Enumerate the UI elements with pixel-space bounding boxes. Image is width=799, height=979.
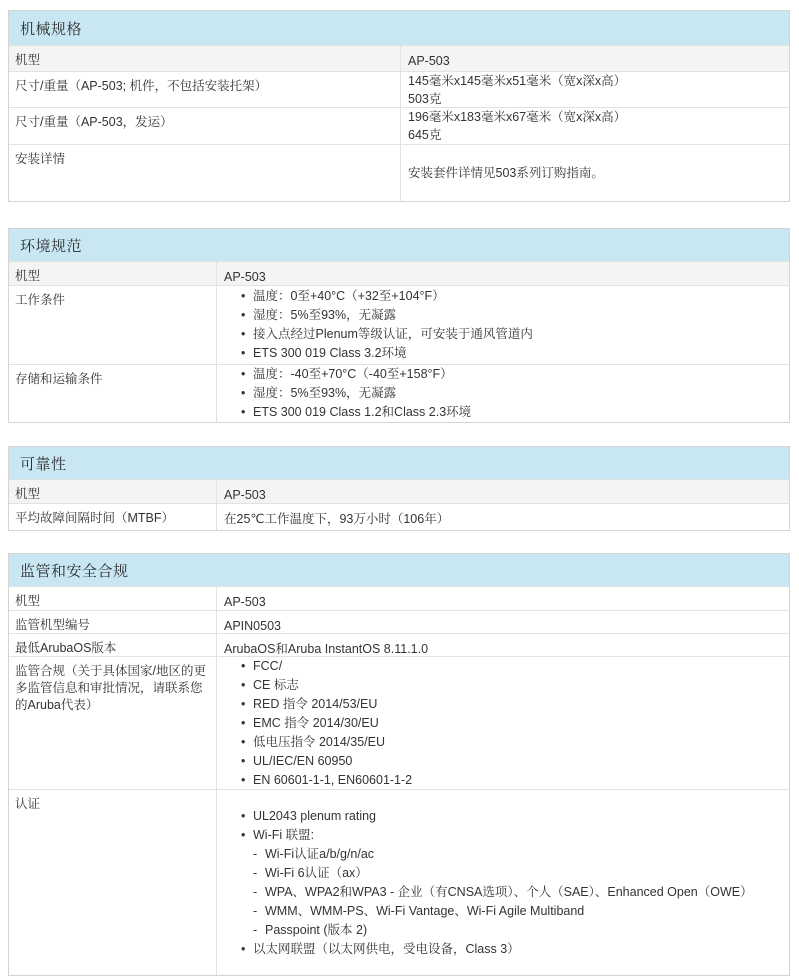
table-row-operating-conditions xyxy=(9,285,789,364)
sub-item: - Passpoint (版本 2) xyxy=(240,921,779,940)
table-row-minimum-os-version xyxy=(9,633,789,656)
table-row-model xyxy=(9,261,789,285)
label-cell: 认证 xyxy=(9,790,217,975)
table-row-storage-conditions xyxy=(9,364,789,422)
table-row-dimensions-shipping xyxy=(9,107,789,144)
bullet-item: • UL/IEC/EN 60950 xyxy=(240,752,779,771)
bullet-item: • 以太网联盟（以太网供电，受电设备，Class 3） xyxy=(240,940,779,959)
bullet-list xyxy=(240,807,779,959)
label-cell: 机型 xyxy=(9,262,217,285)
value-cell xyxy=(401,145,789,201)
sub-item: - WMM、WMM-PS、Wi-Fi Vantage、Wi-Fi Agile Multiband xyxy=(240,902,779,921)
value-line: 196毫米x183毫米x67毫米（宽x深x高） xyxy=(408,110,627,124)
value-cell: AP-503 xyxy=(408,54,450,68)
section-title: 可靠性 xyxy=(20,455,67,473)
bullet-item: • EN 60601-1-1, EN60601-1-2 xyxy=(240,771,779,790)
label-cell: 尺寸/重量（AP-503，发运） xyxy=(9,108,401,144)
value-cell xyxy=(401,72,789,107)
table-row-certifications xyxy=(9,789,789,975)
label-cell: 存储和运输条件 xyxy=(9,365,217,422)
value-line: 145毫米x145毫米x51毫米（宽x深x高） xyxy=(408,73,627,88)
section-title: 环境规范 xyxy=(20,237,83,255)
section-title: 监管和安全合规 xyxy=(20,562,129,580)
table-row-mounting-details xyxy=(9,144,789,201)
bullet-item: • 温度：0至+40°C（+32至+104°F） xyxy=(240,287,779,306)
label-cell: 尺寸/重量（AP-503; 机件，不包括安装托架） xyxy=(9,72,401,107)
table-row-dimensions-unit xyxy=(9,71,789,107)
table-row-model xyxy=(9,586,789,610)
bullet-item: • 湿度：5%至93%，无凝露 xyxy=(240,306,779,325)
section-header-reliability xyxy=(9,447,789,479)
label-cell: 机型 xyxy=(9,480,217,503)
value-cell: AP-503 xyxy=(224,595,266,609)
section-title: 机械规格 xyxy=(20,20,83,38)
bullet-item: • RED 指令 2014/53/EU xyxy=(240,695,779,714)
table-row-mtbf xyxy=(9,503,789,530)
bullet-item: • 低电压指令 2014/35/EU xyxy=(240,733,779,752)
value-cell: AP-503 xyxy=(224,488,266,502)
value-cell xyxy=(401,108,789,144)
bullet-item: • UL2043 plenum rating xyxy=(240,807,779,826)
value-cell: 在25℃工作温度下，93万小时（106年） xyxy=(224,512,450,526)
bullet-item: • ETS 300 019 Class 3.2环境 xyxy=(240,344,779,363)
bullet-item: • CE 标志 xyxy=(240,676,779,695)
label-cell: 工作条件 xyxy=(9,286,217,364)
label-cell: 最低ArubaOS版本 xyxy=(9,634,217,656)
value-cell xyxy=(217,657,789,789)
value-line: 安装套件详情见503系列订购指南。 xyxy=(408,166,604,180)
sub-item: - WPA、WPA2和WPA3 - 企业（有CNSA选项）、个人（SAE）、Enhanced Open（OWE） xyxy=(240,883,779,902)
bullet-item: • 湿度：5%至93%，无凝露 xyxy=(240,384,779,403)
bullet-item: • 温度：-40至+70°C（-40至+158°F） xyxy=(240,365,779,384)
table-mechanical-specs xyxy=(8,10,790,202)
table-regulatory-compliance xyxy=(8,553,790,976)
value-line: 503克 xyxy=(408,91,442,106)
sub-item: - Wi-Fi 6认证（ax） xyxy=(240,864,779,883)
table-environmental-specs xyxy=(8,228,790,423)
table-row-regulatory-compliance xyxy=(9,656,789,789)
value-cell xyxy=(217,365,789,422)
bullet-item: • 接入点经过Plenum等级认证，可安装于通风管道内 xyxy=(240,325,779,344)
table-row-model xyxy=(9,479,789,503)
section-header-environmental xyxy=(9,229,789,261)
value-cell: AP-503 xyxy=(224,270,266,284)
label-cell: 机型 xyxy=(9,46,401,71)
label-cell: 机型 xyxy=(9,587,217,610)
value-cell: APIN0503 xyxy=(224,619,281,633)
value-cell xyxy=(217,286,789,364)
label-cell: 监管合规（关于具体国家/地区的更多监管信息和审批情况，请联系您的Aruba代表） xyxy=(9,657,217,789)
bullet-item: • EMC 指令 2014/30/EU xyxy=(240,714,779,733)
value-cell xyxy=(217,790,789,975)
bullet-list xyxy=(240,287,779,363)
table-reliability xyxy=(8,446,790,531)
bullet-item: • FCC/ xyxy=(240,657,779,676)
value-cell: ArubaOS和Aruba InstantOS 8.11.1.0 xyxy=(224,642,429,656)
bullet-item: • ETS 300 019 Class 1.2和Class 2.3环境 xyxy=(240,403,779,422)
section-header-mechanical xyxy=(9,11,789,45)
value-line: 645克 xyxy=(408,128,442,142)
bullet-list xyxy=(240,365,779,422)
bullet-item: • Wi-Fi 联盟: xyxy=(240,826,779,845)
table-row-regulatory-model-number xyxy=(9,610,789,633)
label-cell: 监管机型编号 xyxy=(9,611,217,633)
label-cell: 平均故障间隔时间（MTBF） xyxy=(9,504,217,530)
sub-item: - Wi-Fi认证a/b/g/n/ac xyxy=(240,845,779,864)
section-header-regulatory xyxy=(9,554,789,586)
bullet-list xyxy=(240,657,779,790)
label-cell: 安装详情 xyxy=(9,145,401,201)
table-row-model xyxy=(9,45,789,71)
